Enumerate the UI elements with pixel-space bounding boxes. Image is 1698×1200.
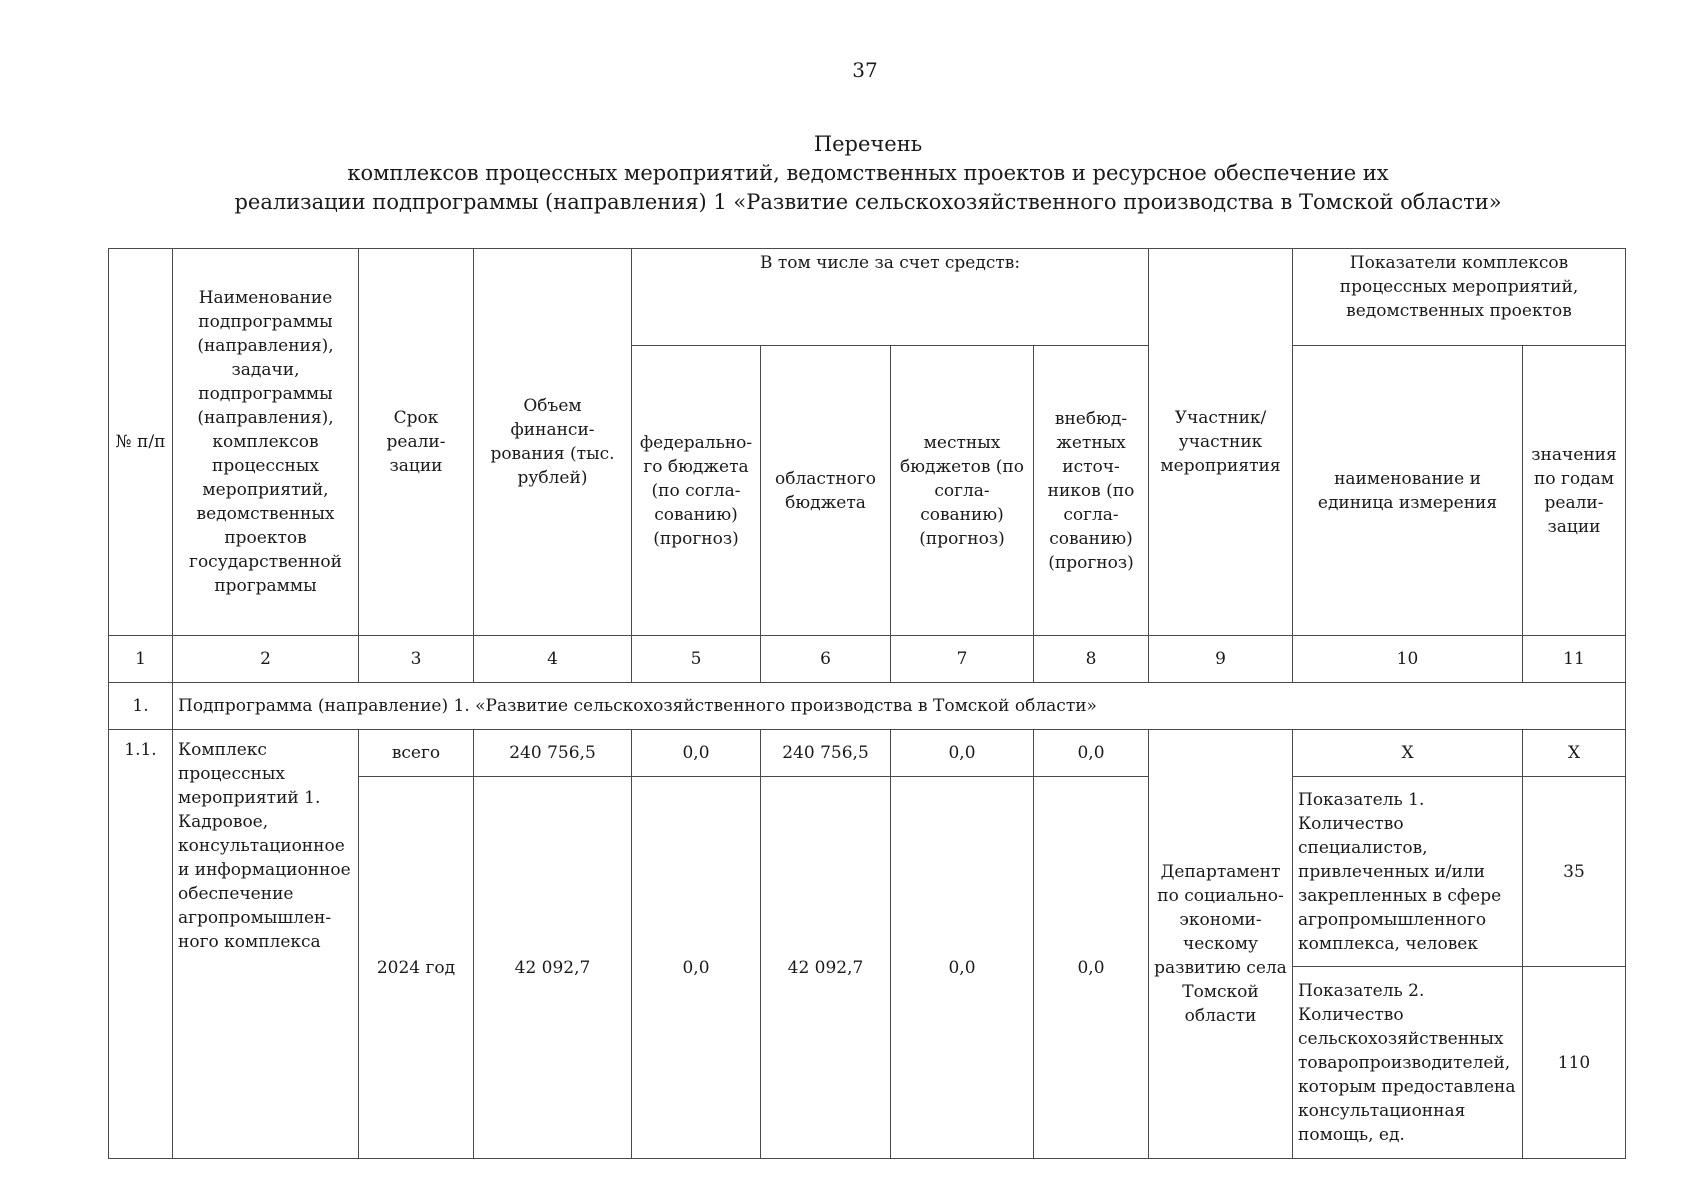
header-offbudget: внебюд-жетных источ-ников (по согла-сованию) (прогноз) (1034, 346, 1149, 636)
column-number: 4 (474, 636, 632, 683)
indicator-2-value: 110 (1523, 967, 1626, 1159)
title-line-1: Перечень (813, 132, 923, 156)
header-funds-group: В том числе за счет средств: (632, 249, 1149, 346)
total-volume: 240 756,5 (474, 730, 632, 777)
total-offbudget: 0,0 (1034, 730, 1149, 777)
total-regional: 240 756,5 (761, 730, 891, 777)
column-number: 5 (632, 636, 761, 683)
total-term: всего (359, 730, 474, 777)
header-name: Наименование подпрограммы (направления), задачи, подпрограммы (направления), комплексов процессных мероприятий, ведомственных проектов государственной программы (173, 249, 359, 636)
header-ind-values: значения по годам реали-зации (1523, 346, 1626, 636)
section-title: Подпрограмма (направление) 1. «Развитие сельскохозяйственного производства в Томской области» (173, 683, 1626, 730)
title-line-3: реализации подпрограммы (направления) 1 «Развитие сельскохозяйственного производства в Томской области» (234, 190, 1502, 214)
column-number: 11 (1523, 636, 1626, 683)
column-number: 2 (173, 636, 359, 683)
indicator-2-name: Показатель 2. Количество сельскохозяйственных товаропроизводителей, которым предоставлена консультационная помощь, ед. (1293, 967, 1523, 1159)
year-volume: 42 092,7 (474, 777, 632, 1159)
item-participant: Департамент по социально-экономи-ческому развитию села Томской области (1149, 730, 1293, 1159)
program-table (108, 248, 1626, 1159)
header-local: местных бюджетов (по согла-сованию) (прогноз) (891, 346, 1034, 636)
header-participant: Участник/ участник мероприятия (1149, 249, 1293, 636)
header-indicators-group: Показатели комплексов процессных мероприятий, ведомственных проектов (1293, 249, 1626, 346)
header-regional: областного бюджета (761, 346, 891, 636)
column-number: 8 (1034, 636, 1149, 683)
total-federal: 0,0 (632, 730, 761, 777)
header-volume: Объем финанси-рования (тыс. рублей) (474, 249, 632, 636)
title-line-2: комплексов процессных мероприятий, ведомственных проектов и ресурсное обеспечение их (347, 161, 1389, 185)
column-number: 3 (359, 636, 474, 683)
year-local: 0,0 (891, 777, 1034, 1159)
item-name: Комплекс процессных мероприятий 1. Кадровое, консультационное и информационное обеспечение агропромышлен-ного комплекса (173, 730, 359, 1159)
column-number: 6 (761, 636, 891, 683)
indicator-1-name: Показатель 1. Количество специалистов, привлеченных и/или закрепленных в сфере агропромышленного комплекса, человек (1293, 777, 1523, 967)
year-offbudget: 0,0 (1034, 777, 1149, 1159)
header-federal: федерально-го бюджета (по согла-сованию) (прогноз) (632, 346, 761, 636)
year-regional: 42 092,7 (761, 777, 891, 1159)
column-number: 7 (891, 636, 1034, 683)
document-title (108, 130, 1628, 217)
indicator-1-value: 35 (1523, 777, 1626, 967)
column-number: 10 (1293, 636, 1523, 683)
header-ind-name: наименование и единица измерения (1293, 346, 1523, 636)
page-number: 37 (852, 58, 878, 82)
column-number: 1 (109, 636, 173, 683)
column-number: 9 (1149, 636, 1293, 683)
total-ind-name: X (1293, 730, 1523, 777)
section-num: 1. (109, 683, 173, 730)
item-num: 1.1. (109, 730, 173, 1159)
header-term: Срок реали-зации (359, 249, 474, 636)
total-local: 0,0 (891, 730, 1034, 777)
year-federal: 0,0 (632, 777, 761, 1159)
header-num: № п/п (109, 249, 173, 636)
year-term: 2024 год (359, 777, 474, 1159)
total-ind-value: X (1523, 730, 1626, 777)
